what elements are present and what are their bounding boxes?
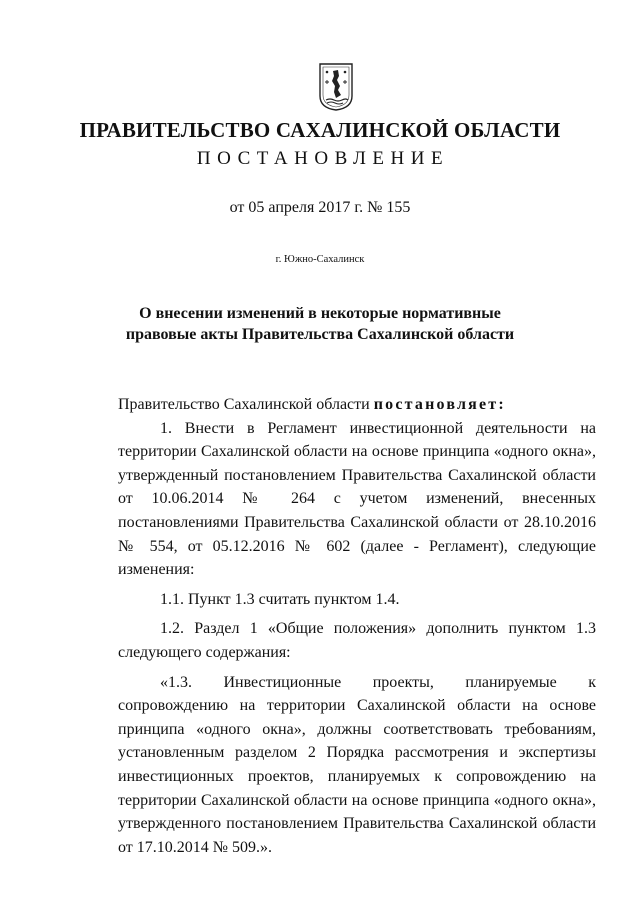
subject-line-2: правовые акты Правительства Сахалинской области: [125, 326, 515, 343]
sakhalin-coat-of-arms-icon: [318, 62, 354, 112]
paragraph-1-2: 1.2. Раздел 1 «Общие положения» дополнить пунктом 1.3 следующего содержания:: [118, 620, 596, 661]
document-city: г. Южно-Сахалинск: [275, 254, 365, 265]
paragraph-1: 1. Внести в Регламент инвестиционной деятельности на территории Сахалинской области на основе принципа «одного окна», утвержденный постановлением Правительства Сахалинской области от 10.06.2014 № 264 с учетом изменений, внесенных постановлениями Правительства Сахалинской области от 28.10.2016 № 554, от 05.12.2016 № 602 (далее - Регламент), следующие изменения:: [118, 419, 596, 579]
subject-line-1: О внесении изменений в некоторые нормативные: [139, 305, 501, 322]
intro-paragraph: [118, 393, 596, 417]
intro-prefix: Правительство Сахалинской области: [118, 396, 374, 413]
government-title: ПРАВИТЕЛЬСТВО САХАЛИНСКОЙ ОБЛАСТИ: [79, 118, 561, 142]
document-body: [118, 393, 596, 859]
document-subject: [0, 303, 640, 345]
intro-verb: постановляет:: [373, 396, 506, 413]
paragraph-1-3-quote: «1.3. Инвестиционные проекты, планируемые к сопровождению на территории Сахалинской области на основе принципа «одного окна», должны соответствовать требованиям, установленным разделом 2 Порядка рассмотрения и экспертизы инвестиционных проектов, планируемых к сопровождению на территории Сахалинской области на основе принципа «одного окна», утвержденного постановлением Правительства Сахалинской области от 17.10.2014 № 509.».: [118, 673, 596, 856]
paragraph-1-1: 1.1. Пункт 1.3 считать пунктом 1.4.: [160, 590, 400, 608]
document-type: ПОСТАНОВЛЕНИЕ: [196, 148, 450, 169]
document-date-number: от 05 апреля 2017 г. № 155: [229, 199, 411, 216]
